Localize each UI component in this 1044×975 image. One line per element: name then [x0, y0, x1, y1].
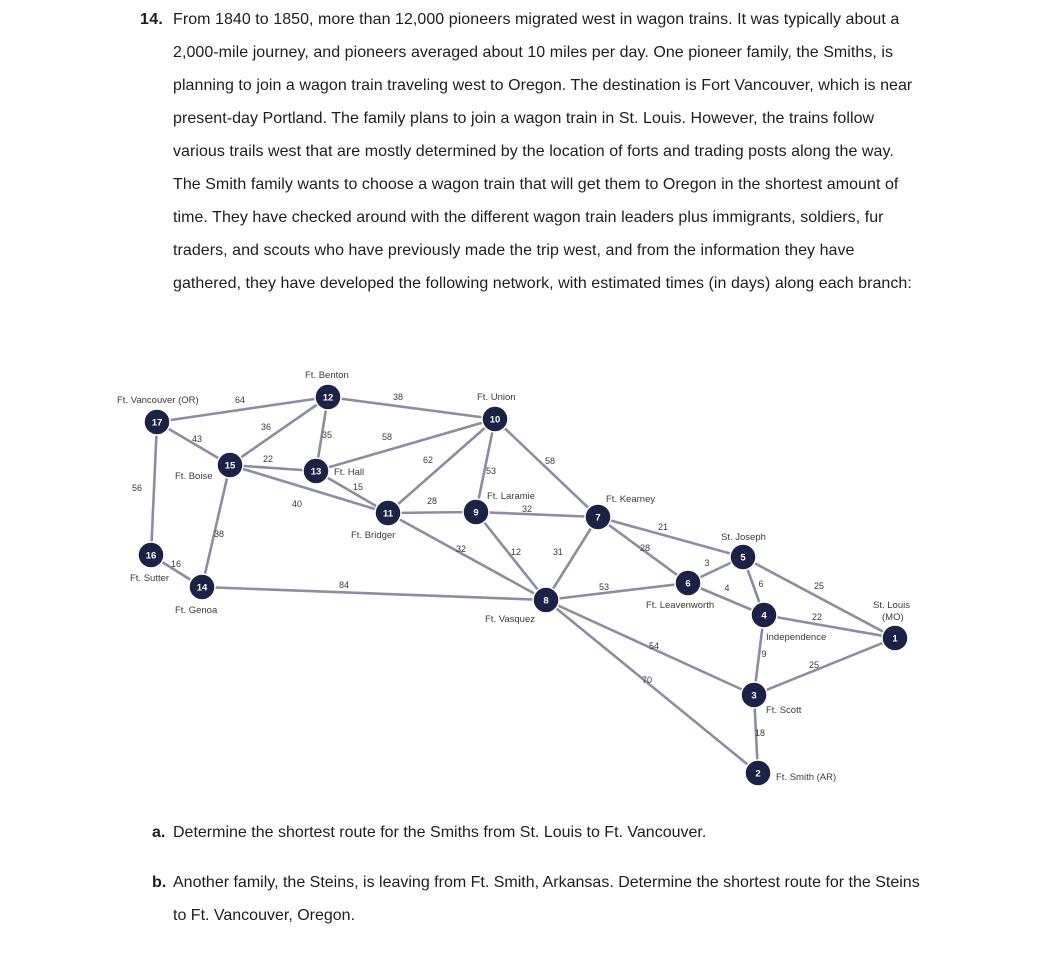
label-ft-kearney: Ft. Kearney — [606, 494, 656, 505]
node-8 — [533, 587, 559, 613]
edge-12-15 — [230, 397, 328, 465]
label-ft-genoa: Ft. Genoa — [175, 605, 218, 616]
node-number-6: 6 — [685, 578, 691, 590]
node-2 — [745, 760, 771, 786]
problem-number: 14. — [140, 11, 164, 28]
edge-1-3 — [754, 638, 895, 695]
edge-weight-14-16: 16 — [170, 559, 182, 569]
node-6 — [675, 570, 701, 596]
node-number-7: 7 — [595, 512, 601, 524]
node-number-2: 2 — [755, 768, 761, 780]
problem-text: From 1840 to 1850, more than 12,000 pioneers migrated west in wagon trains. It was typically about a 2,000-mile journey, and pioneers averaged about 10 miles per day. One pioneer family, the Smiths, is planning to join a wagon train traveling west to Oregon. The destination is Fort Vancouver, which is near present-day Portland. The family plans to join a wagon train in St. Louis. However, the trains follow various trails west that are mostly determined by the location of forts and trading posts along the way. The Smith family wants to choose a wagon train that will get them to Oregon in the shortest amount of time. They have checked around with the different wagon train leaders plus immigrants, soldiers, fur traders, and scouts who have previously made the trip west, and from the information they have gathered, they have developed the following network, with estimated times (in days) along each branch: — [173, 11, 913, 292]
label-ft-hall: Ft. Hall — [334, 467, 365, 478]
edge-weight-7-8: 31 — [552, 547, 564, 557]
node-1 — [882, 625, 908, 651]
label-ft-laramie: Ft. Laramie — [487, 491, 536, 502]
node-16 — [138, 542, 164, 568]
edge-weight-8-11: 32 — [455, 544, 467, 554]
edge-weight-12-15: 36 — [260, 422, 272, 432]
node-number-9: 9 — [473, 507, 479, 519]
edge-weight-12-17: 64 — [234, 395, 246, 405]
edge-weight-11-13: 15 — [352, 482, 364, 492]
edge-weight-16-17: 56 — [131, 483, 143, 493]
edge-weight-3-8: 54 — [648, 641, 660, 651]
edge-weight-13-15: 22 — [262, 454, 274, 464]
node-5 — [730, 544, 756, 570]
node-11 — [375, 500, 401, 526]
node-number-14: 14 — [196, 582, 208, 594]
edge-weight-11-15: 40 — [291, 499, 303, 509]
edge-8-11 — [388, 513, 546, 600]
question-b-text: Another family, the Steins, is leaving from Ft. Smith, Arkansas. Determine the shortest route for the Steins to Ft. Vancouver, Oregon. — [173, 874, 920, 924]
label-ft-leavenworth: Ft. Leavenworth — [646, 600, 715, 611]
edge-weight-1-4: 22 — [811, 612, 823, 622]
node-number-15: 15 — [224, 460, 236, 472]
edge-weight-4-6: 4 — [724, 583, 730, 593]
edge-weight-10-11: 62 — [422, 455, 434, 465]
node-9 — [463, 499, 489, 525]
node-number-16: 16 — [145, 550, 157, 562]
node-number-1: 1 — [892, 633, 898, 645]
edge-7-8 — [546, 517, 598, 600]
edge-weight-8-9: 12 — [510, 547, 522, 557]
edge-weight-15-17: 43 — [191, 434, 203, 444]
edge-weight-6-7: 28 — [639, 543, 651, 553]
edge-weight-7-9: 32 — [521, 504, 533, 514]
edge-weight-5-6: 3 — [704, 558, 710, 568]
edge-weight-3-4: 9 — [761, 649, 767, 659]
edge-weight-1-5: 25 — [813, 581, 825, 591]
edge-7-10 — [495, 419, 598, 517]
edge-weight-4-5: 6 — [758, 579, 764, 589]
edge-6-8 — [546, 583, 688, 600]
question-a — [152, 816, 932, 849]
node-15 — [217, 452, 243, 478]
label-ft-union: Ft. Union — [477, 392, 516, 403]
edge-weight-10-13: 58 — [381, 432, 393, 442]
node-7 — [585, 504, 611, 530]
label-ft-vancouver: Ft. Vancouver (OR) — [117, 395, 199, 406]
edge-weight-8-14: 84 — [338, 580, 350, 590]
node-number-3: 3 — [751, 690, 757, 702]
label-ft-sutter: Ft. Sutter — [130, 573, 170, 584]
node-3 — [741, 682, 767, 708]
edge-weight-10-12: 38 — [392, 392, 404, 402]
label-ft-boise: Ft. Boise — [175, 471, 213, 482]
question-b-letter: b. — [152, 874, 167, 891]
node-10 — [482, 406, 508, 432]
question-b — [152, 866, 932, 932]
node-12 — [315, 384, 341, 410]
edge-16-17 — [151, 422, 157, 555]
edge-weights-layer — [131, 392, 827, 738]
place-labels-layer — [117, 370, 910, 783]
edge-7-9 — [476, 512, 598, 517]
node-number-10: 10 — [489, 414, 501, 426]
edge-10-13 — [316, 419, 495, 471]
label-ft-benton: Ft. Benton — [305, 370, 349, 381]
edge-weight-9-10: 53 — [485, 466, 497, 476]
edge-weight-7-10: 58 — [544, 456, 556, 466]
node-number-8: 8 — [543, 595, 549, 607]
node-number-12: 12 — [322, 392, 334, 404]
edge-weight-2-3: 18 — [754, 728, 766, 738]
edge-weight-12-13: 35 — [321, 430, 333, 440]
label-ft-smith: Ft. Smith (AR) — [776, 772, 837, 783]
label-ft-vasquez: Ft. Vasquez — [485, 614, 535, 625]
edge-2-8 — [546, 600, 758, 773]
edge-weight-14-15: 38 — [213, 529, 225, 539]
edge-weight-5-7: 21 — [657, 522, 669, 532]
node-14 — [189, 574, 215, 600]
label-independence: Independence — [766, 632, 827, 643]
node-number-17: 17 — [151, 417, 163, 429]
question-a-text: Determine the shortest route for the Smiths from St. Louis to Ft. Vancouver. — [173, 824, 707, 841]
label-st-louis-state: (MO) — [882, 612, 904, 623]
node-number-4: 4 — [761, 610, 767, 622]
edge-14-15 — [202, 465, 230, 587]
edge-10-12 — [328, 397, 495, 419]
node-17 — [144, 409, 170, 435]
edge-weight-9-11: 28 — [426, 496, 438, 506]
edge-weight-1-3: 25 — [808, 660, 820, 670]
node-4 — [751, 602, 777, 628]
edge-weight-6-8: 53 — [598, 582, 610, 592]
question-a-letter: a. — [152, 824, 166, 841]
label-ft-bridger: Ft. Bridger — [351, 530, 396, 541]
node-13 — [303, 458, 329, 484]
node-number-11: 11 — [382, 508, 394, 520]
edge-weight-2-8: 70 — [641, 675, 653, 685]
label-ft-scott: Ft. Scott — [766, 705, 802, 716]
edge-8-14 — [202, 587, 546, 600]
label-st-joseph: St. Joseph — [721, 532, 766, 543]
node-number-13: 13 — [310, 466, 322, 478]
label-st-louis: St. Louis — [873, 600, 910, 611]
node-number-5: 5 — [740, 552, 746, 564]
